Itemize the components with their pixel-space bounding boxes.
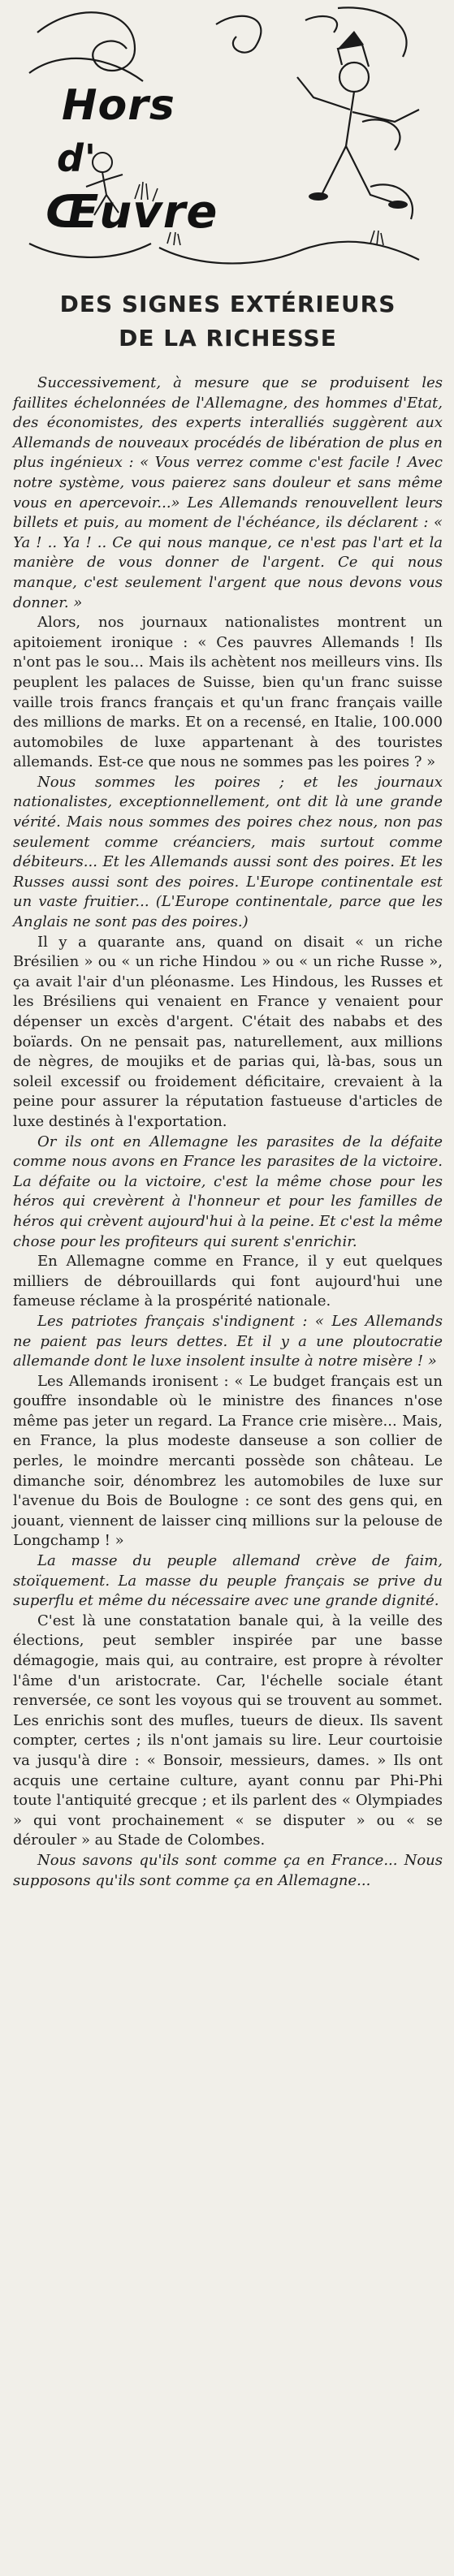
paragraph: Alors, nos journaux nationalistes montrent un apitoiement ironique : « Ces pauvres Allemands ! Ils n'ont pas le sou... Mais ils achètent nos meilleurs vins. Ils peuplent les palaces de Suisse, bien qu'un franc suisse vaille trois francs français et qu'un franc français vaille des millions de marks. Et on a recensé, en Italie, 100.000 automobiles de luxe appartenant à des touristes allemands. Est-ce que nous ne sommes pas les poires ? » [13, 614, 443, 771]
masthead-word-hors: Hors [62, 81, 175, 130]
paragraph: En Allemagne comme en France, il y eut quelques milliers de débrouillards qui font aujourd'hui une fameuse réclame à la prospérité nationale. [13, 1253, 443, 1310]
paragraph: Les Allemands ironisent : « Le budget français est un gouffre insondable où le ministre des finances n'ose même pas jeter un regard. La France crie misère... Mais, en France, la plus modeste danseuse a son collier de perles, le moindre mercanti possède son château. Le dimanche soir, dénombrez les automobiles de luxe sur l'avenue du Bois de Boulogne : ce sont des gens qui, en jouant, viennent de laisser cinq millions sur la pelouse de Longchamp ! » [13, 1372, 443, 1550]
headline-line-2: DE LA RICHESSE [119, 325, 337, 352]
headline [13, 287, 443, 356]
paragraph: Successivement, à mesure que se produisent les faillites échelonnées de l'Allemagne, des hommes d'Etat, des économistes, des experts interalliés suggèrent aux Allemands de nouveaux procédés de libération de plus en plus ingénieux : « Vous verrez comme c'est facile ! Avec notre système, vous paierez sans douleur et sans même vous en apercevoir...» Les Allemands renouvellent leurs billets et puis, au moment de l'échéance, ils déclarent : « Ya ! .. Ya ! .. Ce qui nous manque, ce n'est pas l'art et la manière de vous donner de l'argent. Ce qui nous manque, c'est seulement l'argent que nous devons vous donner. » [13, 374, 443, 611]
paragraph: Or ils ont en Allemagne les parasites de la défaite comme nous avons en France les parasites de la victoire. La défaite ou la victoire, c'est la même chose pour les héros qui crevèrent à l'honneur et pour les familles de héros qui crèvent aujourd'hui à la peine. Et c'est la même chose pour les profiteurs qui surent s'enrichir. [13, 1133, 443, 1250]
paragraph: Nous sommes les poires ; et les journaux nationalistes, exceptionnellement, ont dit là une grande vérité. Mais nous sommes des poires chez nous, non pas seulement comme créanciers, mais surtout comme débiteurs... Et les Allemands aussi sont des poires. Et les Russes aussi sont des poires. L'Europe continentale est un vaste fruitier... (L'Europe continentale, parce que les Anglais ne sont pas des poires.) [13, 773, 443, 931]
article-body [13, 373, 443, 1891]
paragraph: Nous savons qu'ils sont comme ça en France... Nous supposons qu'ils sont comme ça en Allemagne... [13, 1851, 443, 1889]
masthead-word-oeuvre: Œuvre [45, 186, 218, 239]
paragraph: Il y a quarante ans, quand on disait « un riche Brésilien » ou « un riche Hindou » ou « un riche Russe », ça avait l'air d'un pléonasme. Les Hindous, les Russes et les Brésiliens qui venaient en France y venaient pour dépenser un excès d'argent. C'était des nababs et des boïards. On ne pensait pas, naturellement, aux millions de nègres, de moujiks et de parias qui, là-bas, sous un soleil excessif ou froidement déficitaire, crevaient à la peine pour assurer la réputation fastueuse d'articles de luxe destinés à l'exportation. [13, 933, 443, 1130]
headline-line-1: DES SIGNES EXTÉRIEURS [59, 291, 396, 317]
masthead-word-d: d' [57, 136, 97, 180]
paragraph: Les patriotes français s'indignent : « Les Allemands ne paient pas leurs dettes. Et il y a une ploutocratie allemande dont le luxe insolent insulte à notre misère ! » [13, 1312, 443, 1370]
paragraph: La masse du peuple allemand crève de faim, stoïquement. La masse du peuple français se prive du superflu et même du nécessaire avec une grande dignité. [13, 1552, 443, 1610]
masthead [13, 0, 443, 273]
paragraph: C'est là une constatation banale qui, à la veille des élections, peut sembler inspirée par une basse démagogie, mais qui, au contraire, est propre à révolter l'âme d'un aristocrate. Car, l'échelle sociale étant renversée, ce sont les voyous qui se trouvent au sommet. Les enrichis sont des mufles, tueurs de dieux. Ils savent compter, certes ; ils n'ont jamais su lire. Leur courtoisie va jusqu'à dire : « Bonsoir, messieurs, dames. » Ils ont acquis une certaine culture, ayant connu par Phi-Phi toute l'antiquité grecque ; et ils parlent des « Olympiades » qui vont prochainement « se disputer » ou « se dérouler » au Stade de Colombes. [13, 1612, 443, 1849]
